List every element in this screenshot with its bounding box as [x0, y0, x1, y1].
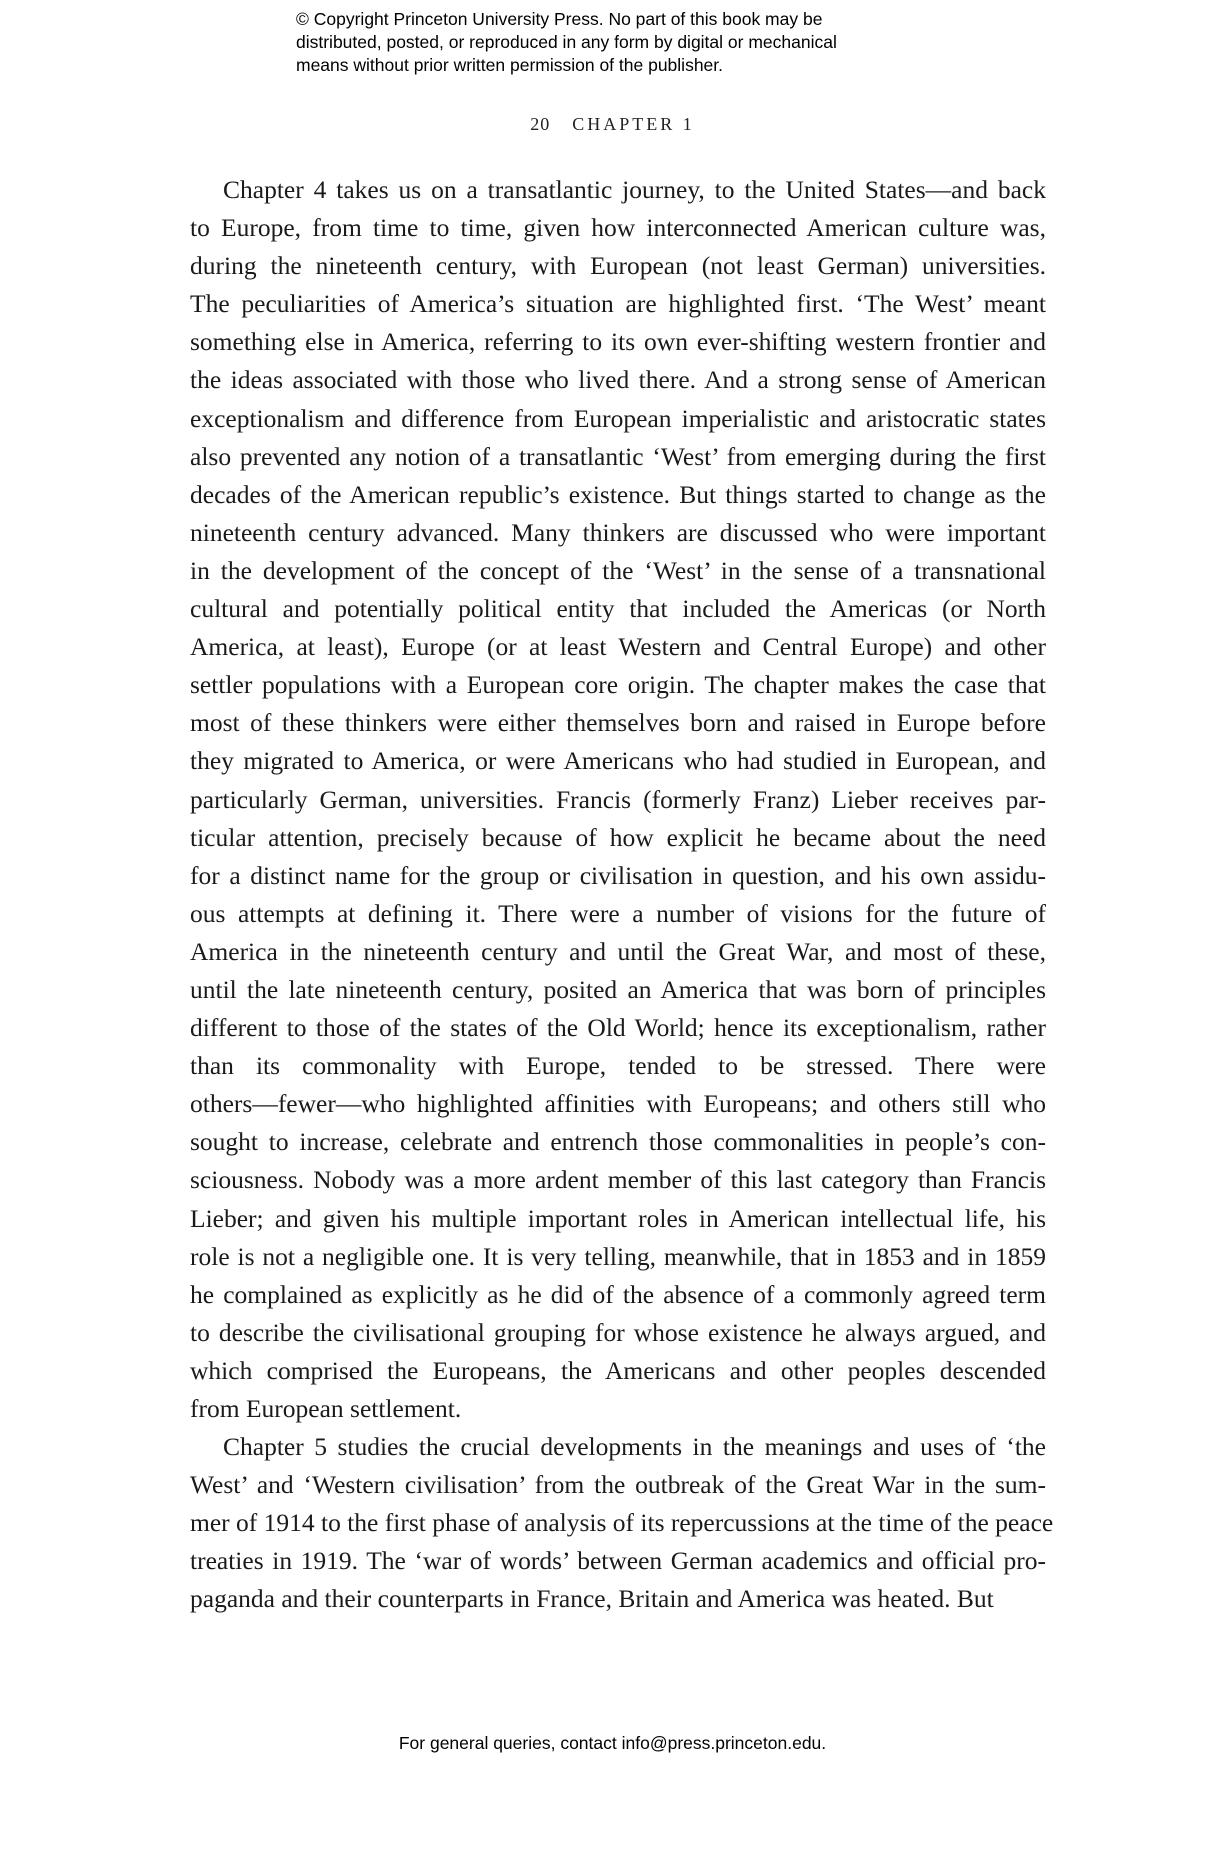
text-line: America in the nineteenth century and until the Great War, and most of these,	[190, 936, 1046, 966]
paragraph	[190, 171, 1046, 1428]
text-line: cultural and potentially political entity that included the Americas (or North	[190, 594, 1046, 624]
text-line: most of these thinkers were either themselves born and raised in Europe before	[190, 708, 1046, 738]
text-line: exceptionalism and difference from European imperialistic and aristocratic states	[190, 403, 1046, 433]
chapter-label: CHAPTER 1	[572, 114, 695, 134]
text-line: America, at least), Europe (or at least Western and Central Europe) and other	[190, 632, 1046, 662]
text-line: different to those of the states of the Old World; hence its exceptionalism, rather	[190, 1013, 1046, 1043]
text-line: the ideas associated with those who lived there. And a strong sense of American	[190, 365, 1046, 395]
text-line: ous attempts at defining it. There were a number of visions for the future of	[190, 898, 1046, 928]
running-head	[0, 114, 1225, 135]
text-line: The peculiarities of America’s situation are highlighted first. ‘The West’ meant	[190, 289, 1046, 319]
text-line: which comprised the Europeans, the Americans and other peoples descended	[190, 1355, 1046, 1385]
text-line: nineteenth century advanced. Many thinkers are discussed who were important	[190, 517, 1046, 547]
text-line: mer of 1914 to the first phase of analysis of its repercussions at the time of the peace	[190, 1508, 1054, 1538]
text-line: than its commonality with Europe, tended to be stressed. There were	[190, 1051, 1046, 1081]
text-line: West’ and ‘Western civilisation’ from the outbreak of the Great War in the sum-	[190, 1470, 1046, 1500]
text-line: Lieber; and given his multiple important roles in American intellectual life, his	[190, 1203, 1046, 1233]
page-number: 20	[530, 114, 551, 134]
body-text	[190, 171, 1054, 1619]
text-line: Chapter 4 takes us on a transatlantic journey, to the United States—and back	[223, 175, 1046, 204]
text-line: sciousness. Nobody was a more ardent member of this last category than Francis	[190, 1165, 1046, 1195]
copyright-line: distributed, posted, or reproduced in any form by digital or mechanical	[296, 32, 837, 52]
text-line: in the development of the concept of the ‘West’ in the sense of a transnational	[190, 555, 1046, 585]
text-line: role is not a negligible one. It is very telling, meanwhile, that in 1853 and in 1859	[190, 1241, 1046, 1271]
text-line: from European settlement.	[190, 1394, 462, 1423]
text-line: sought to increase, celebrate and entrench those commonalities in people’s con-	[190, 1127, 1046, 1157]
copyright-line: © Copyright Princeton University Press. No part of this book may be	[296, 9, 823, 29]
text-line: until the late nineteenth century, posited an America that was born of principles	[190, 974, 1046, 1004]
text-line: for a distinct name for the group or civilisation in question, and his own assidu-	[190, 860, 1046, 890]
paragraph	[190, 1428, 1054, 1618]
copyright-line: means without prior written permission of the publisher.	[296, 55, 724, 75]
footer-contact: For general queries, contact info@press.princeton.edu.	[398, 1733, 827, 1753]
text-line: they migrated to America, or were Americans who had studied in European, and	[190, 746, 1046, 776]
text-line: paganda and their counterparts in France, Britain and America was heated. But	[190, 1584, 994, 1614]
text-line: treaties in 1919. The ‘war of words’ between German academics and official pro-	[190, 1546, 1046, 1576]
text-line: to describe the civilisational grouping for whose existence he always argued, and	[190, 1317, 1046, 1347]
text-line: to Europe, from time to time, given how interconnected American culture was,	[190, 213, 1046, 243]
text-line: decades of the American republic’s existence. But things started to change as the	[190, 479, 1046, 509]
text-line: during the nineteenth century, with European (not least German) universities.	[190, 251, 1046, 281]
text-line: something else in America, referring to its own ever-shifting western frontier and	[190, 327, 1046, 357]
copyright-notice	[296, 8, 936, 77]
text-line: particularly German, universities. Francis (formerly Franz) Lieber receives par-	[190, 784, 1046, 814]
text-line: settler populations with a European core origin. The chapter makes the case that	[190, 670, 1046, 700]
text-line: he complained as explicitly as he did of the absence of a commonly agreed term	[190, 1279, 1046, 1309]
text-line: ticular attention, precisely because of how explicit he became about the need	[190, 822, 1046, 852]
text-line: also prevented any notion of a transatlantic ‘West’ from emerging during the first	[190, 441, 1046, 471]
text-line: others—fewer—who highlighted affinities with Europeans; and others still who	[190, 1089, 1046, 1119]
text-line: Chapter 5 studies the crucial developments in the meanings and uses of ‘the	[223, 1432, 1046, 1462]
